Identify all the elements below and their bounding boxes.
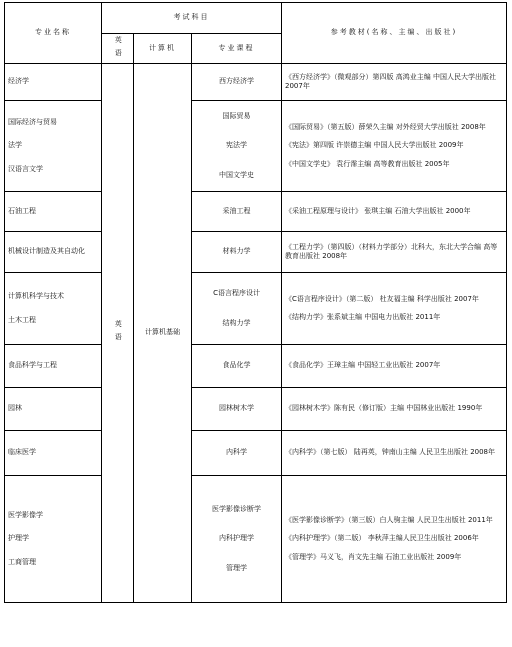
- reference-cell: [282, 345, 507, 388]
- course-cell: [192, 101, 282, 192]
- major-name: 食品科学与工程: [8, 361, 57, 370]
- course-cell: [192, 345, 282, 388]
- reference-text: 《内科学》（第七版） 陆再英，钟南山主编 人民卫生出版社 2008年: [285, 448, 496, 457]
- major-name: 计算机科学与技术: [8, 292, 64, 301]
- major-name: 工商管理: [8, 557, 36, 566]
- major-name: 法学: [8, 141, 22, 150]
- major-name: 经济学: [8, 77, 29, 86]
- major-cell: [5, 64, 102, 101]
- major-cell: [5, 476, 102, 603]
- header-professional: 专业课程: [192, 34, 282, 64]
- exam-subject-table: [4, 2, 506, 644]
- course-cell: [192, 64, 282, 101]
- reference-text: 《食品化学》王璋主编 中国轻工业出版社 2007年: [285, 361, 441, 370]
- reference-cell: [282, 232, 507, 273]
- reference-text: 《C语言程序设计》（第二版） 杜友福主编 科学出版社 2007年: [285, 294, 479, 303]
- major-name: 石油工程: [8, 206, 36, 215]
- major-cell: [5, 345, 102, 388]
- table-row: [5, 476, 507, 603]
- course-name: 园林树木学: [219, 404, 254, 413]
- header-reference: 参考教材(名称、主编、出版社): [282, 3, 507, 64]
- course-cell: [192, 273, 282, 345]
- major-name: 土木工程: [8, 315, 36, 324]
- major-cell: [5, 232, 102, 273]
- reference-cell: [282, 388, 507, 431]
- reference-text: 《管理学》马义飞，肖文先主编 石油工业出版社 2009年: [285, 552, 462, 561]
- major-cell: [5, 192, 102, 232]
- reference-text: 《园林树木学》陈有民（修订版）主编 中国林业出版社 1990年: [285, 404, 483, 413]
- reference-text: 《医学影像诊断学》（第三版）白人驹主编 人民卫生出版社 2011年: [285, 515, 493, 524]
- course-name: 西方经济学: [219, 77, 254, 86]
- major-cell: [5, 388, 102, 431]
- reference-cell: [282, 476, 507, 603]
- table-row: [5, 388, 507, 431]
- header-exam-subjects: 考试科目: [102, 3, 282, 34]
- header-major-name: 专业名称: [5, 3, 102, 64]
- course-name: C语言程序设计: [213, 289, 260, 298]
- table-row: [5, 101, 507, 192]
- course-name: 内科护理学: [219, 534, 254, 543]
- reference-text: 《中国文学史》 袁行霈主编 高等教育出版社 2005年: [285, 159, 450, 168]
- course-name: 内科学: [226, 448, 247, 457]
- reference-cell: [282, 64, 507, 101]
- english-merged-cell: 英语: [102, 64, 134, 603]
- reference-text: 《结构力学》张系斌主编 中国电力出版社 2011年: [285, 313, 441, 321]
- major-name: 护理学: [8, 534, 29, 543]
- course-name: 宪法学: [226, 141, 247, 150]
- reference-text: 《内科护理学》（第二版） 李秋萍主编人民卫生出版社 2006年: [285, 534, 479, 543]
- reference-text: 《西方经济学》（微观部分）第四版 高鸿业主编 中国人民大学出版社 2007年: [285, 72, 496, 90]
- major-name: 园林: [8, 404, 22, 413]
- reference-cell: [282, 101, 507, 192]
- course-cell: [192, 232, 282, 273]
- reference-text: 《国际贸易》（第五版）薛荣久主编 对外经贸大学出版社 2008年: [285, 122, 486, 131]
- table-row: [5, 273, 507, 345]
- course-name: 食品化学: [222, 361, 251, 370]
- course-name: 中国文学史: [219, 170, 254, 179]
- reference-text: 《工程力学》（第四版）（材料力学部分）北科大，东北大学合编 高等教育出版社 2008年: [285, 242, 498, 260]
- course-name: 管理学: [226, 563, 247, 572]
- subject-table: [4, 2, 507, 603]
- major-name: 国际经济与贸易: [8, 117, 57, 126]
- course-name: 医学影像诊断学: [212, 504, 261, 513]
- reference-cell: [282, 273, 507, 345]
- major-name: 临床医学: [8, 448, 36, 457]
- table-row: [5, 431, 507, 476]
- major-cell: [5, 101, 102, 192]
- table-row: [5, 232, 507, 273]
- course-name: 材料力学: [222, 247, 251, 256]
- table-row: [5, 192, 507, 232]
- reference-cell: [282, 192, 507, 232]
- table-row: [5, 345, 507, 388]
- course-name: 结构力学: [222, 318, 251, 327]
- major-name: 医学影像学: [8, 510, 43, 519]
- header-computer: 计算机: [134, 34, 192, 64]
- reference-cell: [282, 431, 507, 476]
- header-english: 英语: [102, 34, 134, 64]
- table-row: [5, 64, 507, 101]
- major-cell: [5, 273, 102, 345]
- reference-text: 《采油工程原理与设计》 张琪主编 石油大学出版社 2000年: [285, 206, 471, 215]
- major-name: 汉语言文学: [8, 164, 43, 173]
- course-name: 采油工程: [222, 206, 251, 215]
- reference-text: 《宪法》第四版 许崇德主编 中国人民大学出版社 2009年: [285, 141, 464, 150]
- course-cell: [192, 192, 282, 232]
- major-cell: [5, 431, 102, 476]
- course-cell: [192, 476, 282, 603]
- course-cell: [192, 431, 282, 476]
- major-name: 机械设计制造及其自动化: [8, 247, 85, 256]
- course-cell: [192, 388, 282, 431]
- computer-merged-cell: 计算机基础: [134, 64, 192, 603]
- course-name: 国际贸易: [222, 111, 251, 120]
